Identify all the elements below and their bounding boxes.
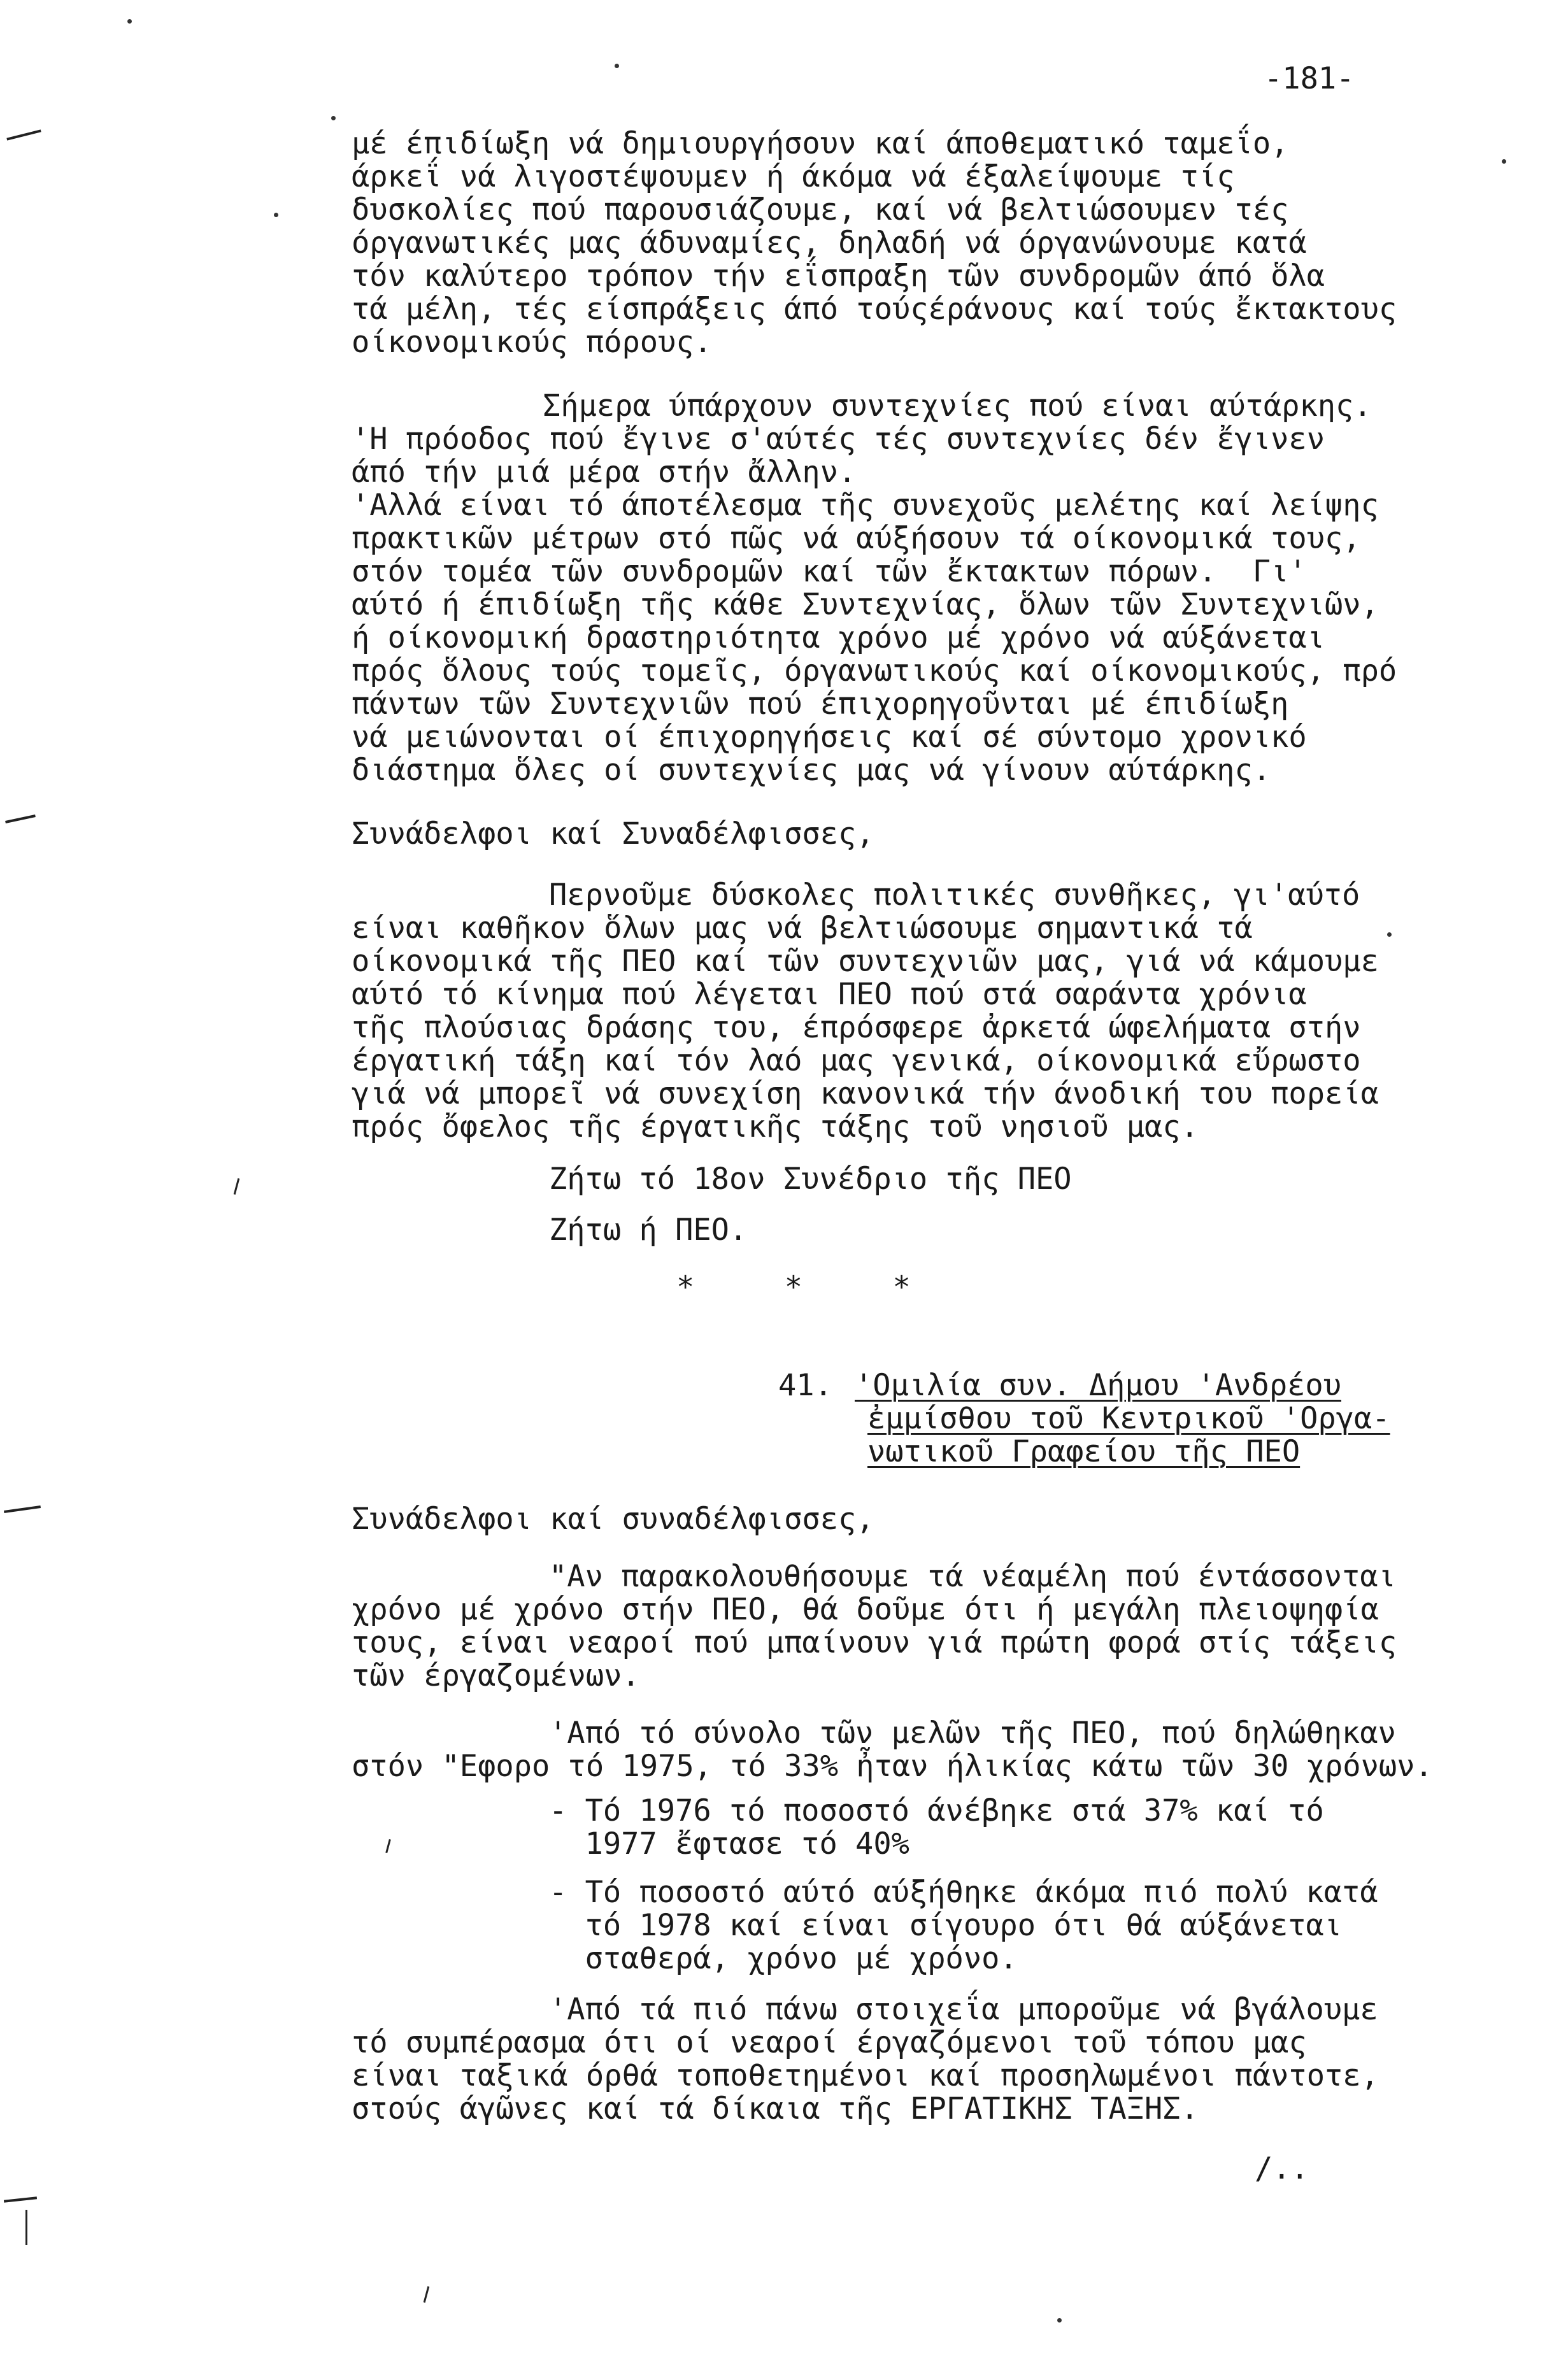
text-line: τῶν έργαζομένων. [352,1658,640,1693]
list-item: - Τό 1976 τό ποσοστό άνέβηκε στά 37% καί τό [549,1793,1324,1828]
scan-mark [5,815,36,823]
text-line: άρκεΐ νά λιγοστέψουμεν ή άκόμα νά έξαλείψουμε τίς [352,159,1235,194]
text-line: άπό τήν μιά μέρα στήν ἄλλην. [352,455,857,490]
continuation-mark: /.. [1255,2151,1309,2186]
text-line: πρός ὅλους τούς τομεῖς, όργανωτικούς καί οίκονομικούς, πρό [352,653,1397,688]
scan-mark [234,1178,240,1195]
text-line: όργανωτικές μας άδυναμίες, δηλαδή νά όργανώνουμε κατά [352,225,1307,260]
scan-speck [331,116,336,120]
scan-speck [274,213,278,217]
scan-speck [1057,2318,1062,2323]
text-line: έργατική τάξη καί τόν λαό μας γενικά, οίκονομικά εὔρωστο [352,1043,1361,1078]
text-line: οίκονομικά τῆς ΠΕΟ καί τῶν συντεχνιῶν μας, γιά νά κάμουμε [352,944,1379,979]
text-line: οίκονομικούς πόρους. [352,325,712,360]
section-title-line: ἐμμίσθου τοῦ Κεντρικοῦ 'Οργα- [867,1401,1390,1436]
section-number: 41. [778,1368,832,1403]
text-line: τά μέλη, τές είσπράξεις άπό τούςέράνους καί τούς ἔκτακτους [352,292,1397,327]
text-line: δυσκολίες πού παρουσιάζουμε, καί νά βελτιώσουμεν τές [352,192,1289,227]
list-item: - Τό ποσοστό αύτό αύξήθηκε άκόμα πιό πολύ κατά [549,1875,1378,1910]
section-separator: * * * [676,1270,911,1305]
scan-speck [127,19,132,24]
text-line: αύτό ή έπιδίωξη τῆς κάθε Συντεχνίας, ὅλων τῶν Συντεχνιῶν, [352,587,1379,622]
scan-mark [25,2210,27,2245]
text-line: γιά νά μπορεῖ νά συνεχίση κανονικά τήν άνοδική του πορεία [352,1076,1379,1111]
scan-mark [4,2196,37,2202]
scan-speck [1387,932,1392,937]
scan-speck [1502,159,1506,164]
section-title-line: νωτικοῦ Γραφείου τῆς ΠΕΟ [867,1434,1301,1469]
list-item: 1977 ἔφτασε τό 40% [549,1826,909,1861]
scan-speck [615,64,619,68]
text-line: είναι καθῆκον ὅλων μας νά βελτιώσουμε σημαντικά τά [352,911,1253,946]
salutation: Συνάδελφοι καί συναδέλφισσες, [352,1502,874,1537]
text-line: διάστημα ὅλες οί συντεχνίες μας νά γίνουν αύτάρκης. [352,753,1271,788]
slogan: Ζήτω ή ΠΕΟ. [549,1213,748,1248]
text-line: 'Από τά πιό πάνω στοιχεΐα μποροῦμε νά βγάλουμε [549,1992,1378,2027]
text-line: Περνοῦμε δύσκολες πολιτικές συνθῆκες, γι'αύτό [549,878,1360,913]
text-line: ή οίκονομική δραστηριότητα χρόνο μέ χρόνο νά αύξάνεται [352,620,1325,655]
scan-mark [4,1505,41,1513]
text-line: 'Η πρόοδος πού ἔγινε σ'αύτές τές συντεχνίες δέν ἔγινεν [352,422,1325,457]
text-line: αύτό τό κίνημα πού λέγεται ΠΕΟ πού στά σαράντα χρόνια [352,977,1307,1012]
text-line: νά μειώνονται οί έπιχορηγήσεις καί σέ σύντομο χρονικό [352,720,1307,755]
text-line: στόν τομέα τῶν συνδρομῶν καί τῶν ἔκτακτων πόρων. Γι' [352,554,1307,589]
text-line: μέ έπιδίωξη νά δημιουργήσουν καί άποθεματικό ταμεΐο, [352,126,1289,161]
text-line: τῆς πλούσιας δράσης του, έπρόσφερε ἀρκετά ώφελήματα στήν [352,1010,1361,1045]
salutation: Συνάδελφοι καί Συναδέλφισσες, [352,816,874,851]
text-line: πρός ὄφελος τῆς έργατικῆς τάξης τοῦ νησιοῦ μας. [352,1109,1199,1144]
text-line: "Αν παρακολουθήσουμε τά νέαμέλη πού έντάσσονται [549,1559,1396,1594]
text-line: τους, είναι νεαροί πού μπαίνουν γιά πρώτη φορά στίς τάξεις [352,1625,1397,1660]
text-line: τόν καλύτερο τρόπον τήν εΐσπραξη τῶν συνδρομῶν άπό ὅλα [352,259,1325,294]
scan-mark [6,129,41,140]
text-line: είναι ταξικά όρθά τοποθετημένοι καί προσηλωμένοι πάντοτε, [352,2058,1379,2093]
list-item: τό 1978 καί είναι σίγουρο ότι θά αύξάνεται [549,1908,1343,1943]
text-line: 'Αλλά είναι τό άποτέλεσμα τῆς συνεχοῦς μελέτης καί λείψης [352,488,1379,523]
text-line: στόν "Εφορο τό 1975, τό 33% ἦταν ήλικίας κάτω τῶν 30 χρόνων. [352,1749,1433,1784]
text-line: πρακτικῶν μέτρων στό πῶς νά αύξήσουν τά οίκονομικά τους, [352,521,1361,556]
page-number: -181- [1264,61,1355,96]
text-line: Σήμερα ύπάρχουν συντεχνίες πού είναι αύτάρκης. [543,388,1372,423]
scan-mark [385,1839,391,1853]
scan-mark [424,2286,430,2303]
text-line: τό συμπέρασμα ότι οί νεαροί έργαζόμενοι τοῦ τόπου μας [352,2025,1307,2060]
text-line: πάντων τῶν Συντεχνιῶν πού έπιχορηγοῦνται μέ έπιδίωξη [352,687,1289,722]
text-line: 'Από τό σύνολο τῶν μελῶν τῆς ΠΕΟ, πού δηλώθηκαν [549,1716,1396,1751]
section-title-line: 'Ομιλία συν. Δήμου 'Ανδρέου [855,1368,1342,1403]
slogan: Ζήτω τό 18ον Συνέδριο τῆς ΠΕΟ [549,1162,1072,1197]
text-line: χρόνο μέ χρόνο στήν ΠΕΟ, θά δοῦμε ότι ή μεγάλη πλειοψηφία [352,1592,1379,1627]
list-item: σταθερά, χρόνο μέ χρόνο. [549,1941,1018,1976]
text-line: στούς άγῶνες καί τά δίκαια τῆς ΕΡΓΑΤΙΚΗΣ ΤΑΞΗΣ. [352,2091,1199,2126]
